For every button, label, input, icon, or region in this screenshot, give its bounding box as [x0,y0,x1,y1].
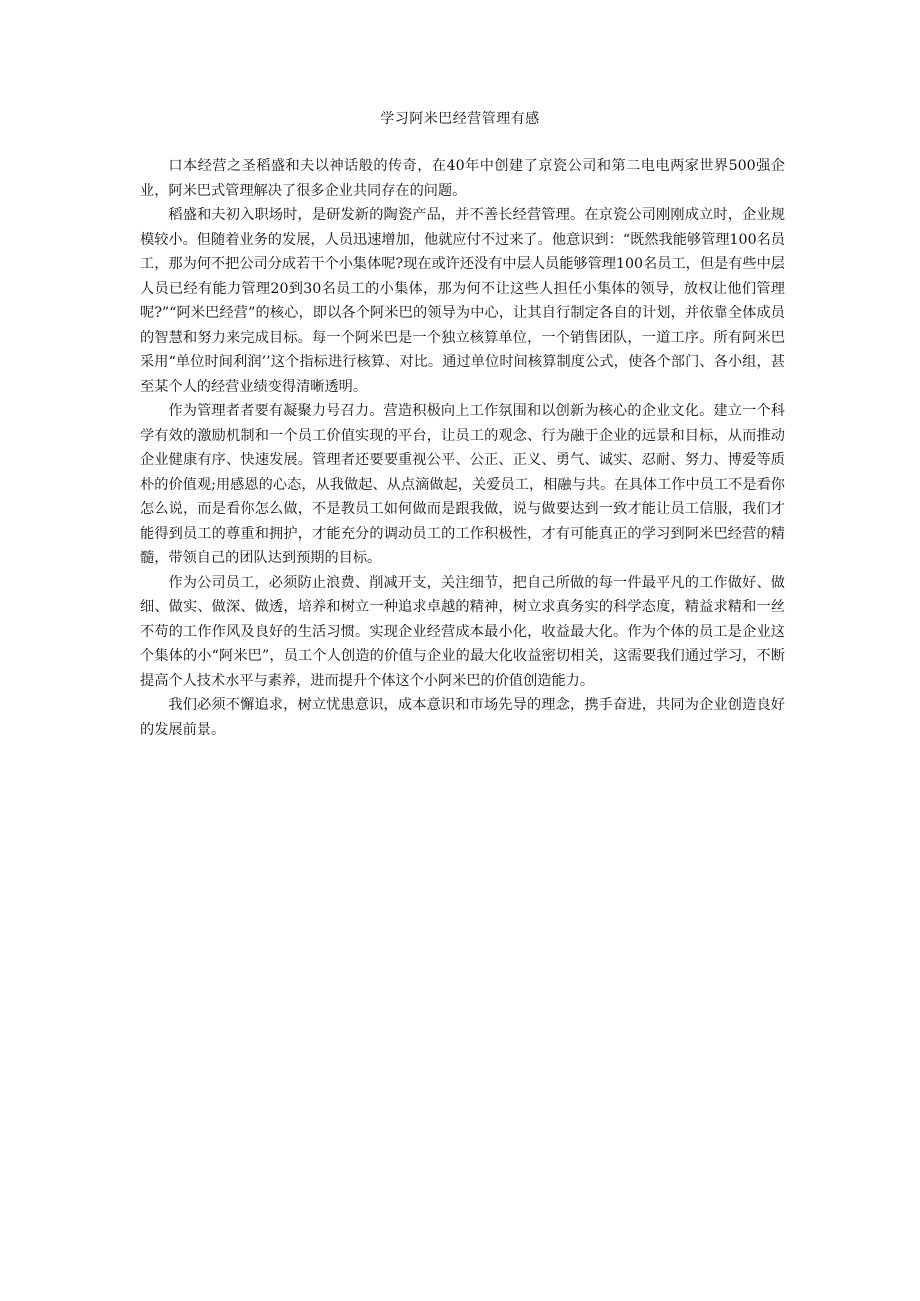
paragraph-employees: 作为公司员工，必须防止浪费、削减开支，关注细节，把自己所做的每一件最平凡的工作做好、做细、做实、做深、做透，培养和树立一种追求卓越的精神，树立求真务实的科学态度，精益求精和一丝不苟的工作作风及良好的生活习惯。实现企业经营成本最小化，收益最大化。作为个体的员工是企业这个集体的小“阿米巴”，员工个人创造的价值与企业的最大化收益密切相关，这需要我们通过学习，不断提高个人技术水平与素养，进而提升个体这个小阿米巴的价值创造能力。 [140,574,785,689]
document-title: 学习阿米巴经营管理有感 [380,111,540,127]
paragraph-intro: 口本经营之圣稻盛和夫以神话般的传奇，在40年中创建了京瓷公司和第二电电两家世界500强企业，阿米巴式管理解决了很多企业共同存在的问题。 [140,158,785,199]
document-body [140,154,785,742]
paragraph-origin: 稻盛和夫初入职场时，是研发新的陶瓷产品，并不善长经营管理。在京瓷公司刚刚成立时，企业规模较小。但随着业务的发展，人员迅速增加，他就应付不过来了。他意识到：“既然我能够管理100名员工，那为何不把公司分成若干个小集体呢?现在或许还没有中层人员能够管理100名员工，但是有些中层人员已经有能力管理20到30名员工的小集体，那为何不让这些人担任小集体的领导，放权让他们管理呢?”“阿米巴经营”的核心，即以各个阿米巴的领导为中心，让其自行制定各自的计划，并依靠全体成员的智慧和努力来完成目标。每一个阿米巴是一个独立核算单位，一个销售团队，一道工序。所有阿米巴采用“单位时间利润’’这个指标进行核算、对比。通过单位时间核算制度公式，使各个部门、各小组，甚至某个人的经营业绩变得清晰透明。 [140,207,785,395]
paragraph-managers: 作为管理者者要有凝聚力号召力。营造积极向上工作氛围和以创新为核心的企业文化。建立一个科学有效的激励机制和一个员工价值实现的平台，让员工的观念、行为融于企业的远景和目标，从而推动企业健康有序、快速发展。管理者还要要重视公平、公正、正义、勇气、诚实、忍耐、努力、博爱等质朴的价值观;用感恩的心态，从我做起、从点滴做起，关爱员工，相融与共。在具体工作中员工不是看你怎么说，而是看你怎么做，不是教员工如何做而是跟我做，说与做要达到一致才能让员工信服，我们才能得到员工的尊重和拥护，才能充分的调动员工的工作积极性，才有可能真正的学习到阿米巴经营的精髓，带领自己的团队达到预期的目标。 [140,403,785,566]
paragraph-conclusion: 我们必须不懈追求，树立忧患意识，成本意识和市场先导的理念，携手奋进，共同为企业创造良好的发展前景。 [140,697,785,738]
